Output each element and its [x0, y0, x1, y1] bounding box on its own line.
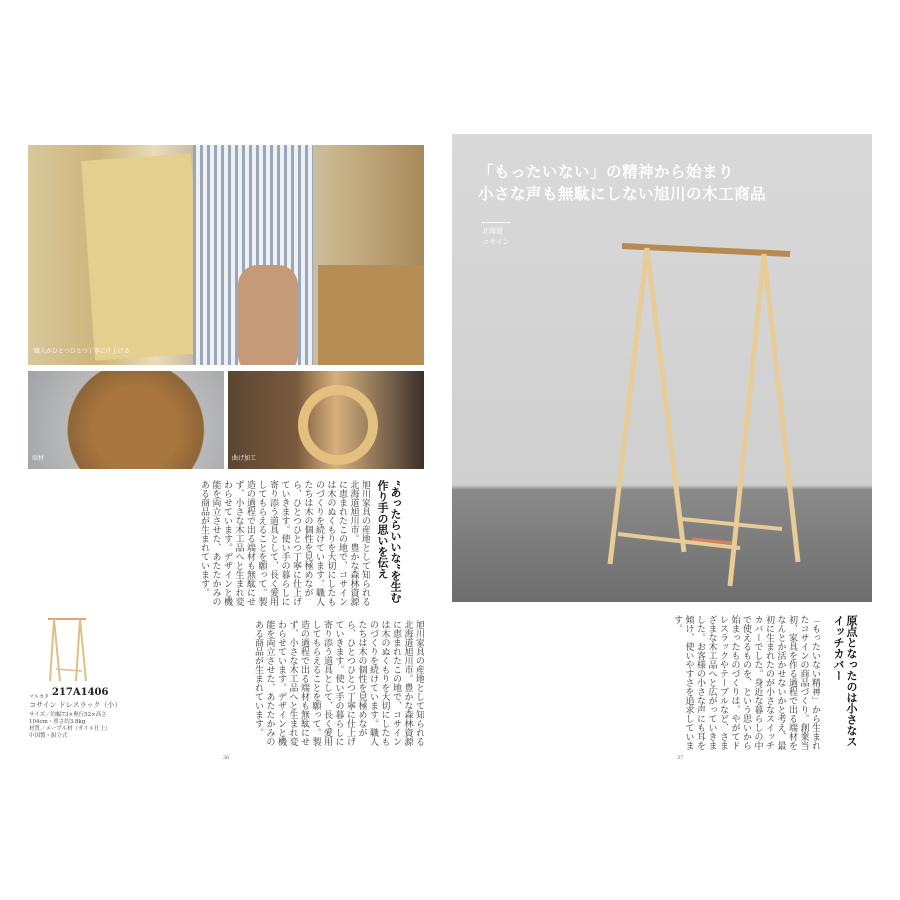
tag-region: 北海道: [482, 227, 503, 235]
product-spec: サイズ／約幅73×奥行52×高さ104cm・重さ約3.8kg 材質／メープル材（オイル仕上） 中国製・組立式: [29, 712, 111, 739]
photo-caption-top: 職人がひとつひとつ丁寧に仕上げる: [34, 348, 130, 355]
product-code-label: マルカタ: [29, 694, 50, 700]
dress-rack-photo: [452, 134, 872, 602]
bending-ring-photo: [228, 371, 424, 469]
craftsman-photo: [28, 145, 424, 365]
wood-stack: [318, 265, 424, 365]
wood-board: [81, 153, 205, 360]
woodchips-photo: [28, 371, 224, 469]
rack-thumbnail-icon: [44, 615, 90, 685]
photo-caption-bottom-left: 端材: [32, 455, 45, 462]
dress-rack-illustration: [602, 234, 802, 594]
left-page-number: 36: [223, 755, 230, 761]
product-code: 217A1406: [52, 687, 109, 698]
photo-caption-bottom-right: 曲げ加工: [232, 455, 257, 462]
tag-brand: コサイン: [482, 238, 510, 246]
bent-wood-ring: [298, 385, 378, 465]
left-body-lower: 旭川家具の産地として知られる北海道旭川市。豊かな森林資源に恵まれたこの地で、コサインは木のぬくもりを大切にしたものづくりを続けています。職人たちは木の個性を見極めながら、ひとつひとつ丁寧に仕上げていきます。使い手の暮らしに寄り添う道具として、長く愛用してもらえることを願って。製造の過程で出る端材も無駄にせず、小さな木工品へと生まれ変わらせています。デザインと機能を両立させた、あたたかみのある商品が生まれています。: [253, 620, 424, 746]
headline-line-1: 「もったいない」の精神から始まり: [478, 162, 735, 181]
left-body-upper: 旭川家具の産地として知られる北海道旭川市。豊かな森林資源に恵まれたこの地で、コサインは木のぬくもりを大切にしたものづくりを続けています。職人たちは木の個性を見極めながら、ひとつひとつ丁寧に仕上げていきます。使い手の暮らしに寄り添う道具として、長く愛用してもらえることを願って。製造の過程で出る端材も無駄にせず、小さな木工品へと生まれ変わらせています。デザインと機能を両立させた、あたたかみのある商品が生まれています。: [199, 480, 370, 606]
right-body: 「もったいない精神」から生まれたコサインの商品づくり。創業当初、家具を作る過程で出る端材をなんとか活かせないかと考え、最初に生まれたのが小さなスイッチカバーでした。身近な暮らしの中で使えるものを、という思いから始まったものづくりは、やがてドレスラックやテーブルなど、さまざまな木工品へと広がっていきました。お客様の小さな声にも耳を傾け、使いやすさを追求しています。: [672, 615, 820, 750]
product-name: コサイン ドレスラック（小）: [29, 701, 122, 709]
tag-divider: [482, 222, 510, 223]
arm: [238, 265, 298, 365]
left-subheading: “あったらいいな”を生む作り手の思いを伝え: [376, 480, 402, 603]
headline-line-2: 小さな声も無駄にしない旭川の木工商品: [478, 184, 767, 203]
right-page-number: 37: [677, 755, 684, 761]
right-subheading: 原点となったのは小さなスイッチカバー: [832, 615, 858, 747]
